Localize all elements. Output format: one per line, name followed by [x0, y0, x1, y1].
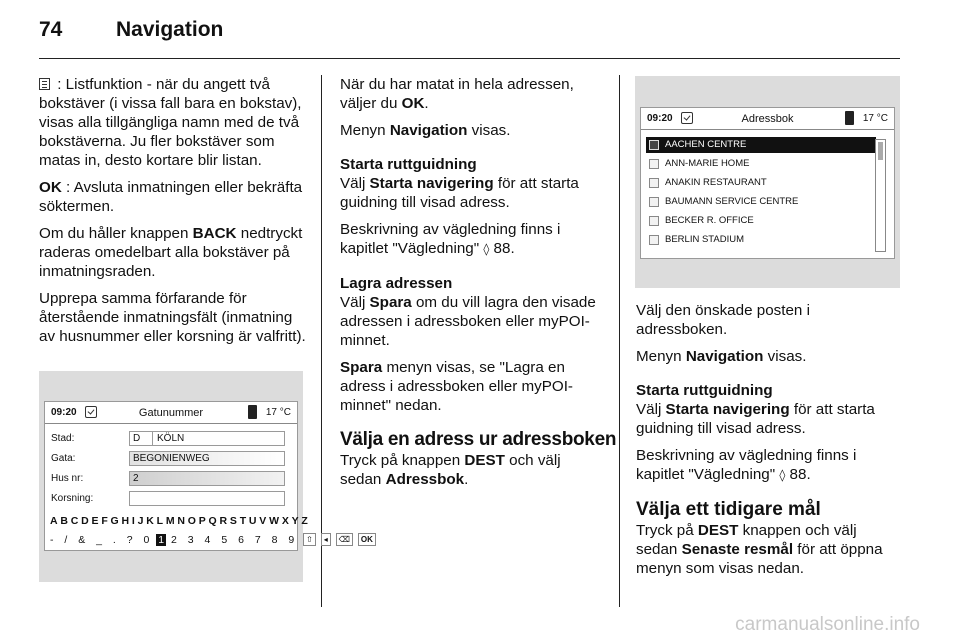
street-label: Gata:: [51, 453, 76, 464]
address-entry-icon: [649, 235, 659, 245]
start-guidance-heading: Starta ruttguidning: [636, 382, 773, 399]
city-label: Stad:: [51, 433, 75, 444]
address-book-screenshot: [635, 76, 900, 288]
list-item[interactable]: AACHEN CENTRE: [646, 137, 876, 153]
guidance-ref-paragraph: Beskrivning av vägledning finns i kapitlet "Vägledning" ◊ 88.: [340, 221, 561, 257]
symbol-keys[interactable]: - / & _ . ? 0: [50, 533, 154, 546]
choose-entry-paragraph: Välj den önskade posten i adressboken.: [636, 302, 810, 338]
page-header: Navigation: [116, 18, 224, 41]
digit-keys[interactable]: 2 3 4 5 6 7 8 9: [171, 533, 299, 546]
city-field[interactable]: [129, 431, 285, 446]
list-item[interactable]: ANN-MARIE HOME: [646, 156, 876, 172]
screen-title: Gatunummer: [138, 407, 204, 419]
street-field[interactable]: [129, 451, 285, 466]
column-2: [340, 75, 617, 497]
selected-key[interactable]: 1: [158, 533, 165, 546]
alphabet-keyboard[interactable]: ABCDEFGHIJKLMNOPQRSTUVWXYZ: [50, 515, 311, 527]
crossing-label: Korsning:: [51, 493, 94, 504]
enter-address-paragraph: När du har matat in hela adressen, väljer du OK.: [340, 76, 574, 112]
address-book-screen: [640, 107, 895, 259]
repeat-paragraph: Upprepa samma förfarande för återstående inmatningsfält (inmatning av husnummer eller korsning är valfritt).: [39, 290, 306, 345]
ok-paragraph: OK : Avsluta inmatningen eller bekräfta söktermen.: [39, 179, 303, 215]
street-value: BEGONIENWEG: [133, 453, 210, 464]
column-3: [636, 301, 902, 586]
page-number: 74: [39, 18, 63, 41]
phone-icon: [845, 111, 854, 125]
back-paragraph: Om du håller knappen BACK nedtryckt raderas omedelbart alla bokstäver på inmatningsraden.: [39, 225, 303, 280]
address-entry-icon: [649, 216, 659, 226]
screen-title: Adressbok: [741, 113, 794, 125]
symbol-keyboard[interactable]: [50, 533, 376, 547]
list-item[interactable]: BAUMANN SERVICE CENTRE: [646, 194, 876, 210]
house-number-value: 2: [133, 473, 139, 484]
header-rule: [39, 58, 900, 59]
page-ref-arrow-icon: ◊: [779, 468, 786, 482]
list-item[interactable]: ANAKIN RESTAURANT: [646, 175, 876, 191]
country-prefix: D: [133, 433, 141, 444]
start-navigation-paragraph: Välj Starta navigering för att starta guidning till visad adress.: [340, 175, 579, 211]
list-item[interactable]: BERLIN STADIUM: [646, 232, 876, 248]
column-divider-2: [619, 75, 620, 607]
guidance-ref-paragraph: Beskrivning av vägledning finns i kapitlet "Vägledning" ◊ 88.: [636, 447, 857, 483]
ok-key[interactable]: OK: [358, 533, 376, 546]
address-entry-icon: [649, 159, 659, 169]
address-entry-icon: [649, 178, 659, 188]
list-item[interactable]: BECKER R. OFFICE: [646, 213, 876, 229]
phone-icon: [248, 405, 257, 419]
street-number-screenshot: [39, 371, 373, 582]
cursor-icon[interactable]: ◂: [321, 533, 331, 546]
previous-destination-heading: Välja ett tidigare mål: [636, 499, 821, 520]
shift-icon[interactable]: ⇧: [303, 533, 316, 546]
address-book-paragraph: Tryck på knappen DEST och välj sedan Adressbok.: [340, 452, 561, 488]
scroll-thumb[interactable]: [878, 142, 883, 160]
menu-paragraph: Menyn Navigation visas.: [340, 122, 511, 139]
start-navigation-paragraph: Välj Starta navigering för att starta guidning till visad adress.: [636, 401, 875, 437]
temperature: 17 °C: [265, 407, 291, 418]
save-menu-paragraph: Spara menyn visas, se "Lagra en adress i adressboken eller myPOI-minnet" nedan.: [340, 359, 573, 414]
house-number-field[interactable]: [129, 471, 285, 486]
city-value: KÖLN: [157, 433, 185, 444]
address-entry-icon: [649, 140, 659, 150]
address-book-section-heading: Välja en adress ur adressboken: [340, 429, 617, 450]
screen-header: [641, 108, 894, 130]
list-function-paragraph: : Listfunktion - när du angett två bokstäver (i vissa fall bara en bokstav), visas alla tillgängliga namn med de två bokstäverna. Ju fler bokstäver som matas in, desto kortare blir listan.: [39, 76, 302, 169]
clock-time: 09:20: [647, 113, 673, 124]
page-ref-arrow-icon: ◊: [483, 242, 490, 256]
crossing-field[interactable]: [129, 491, 285, 506]
house-number-label: Hus nr:: [51, 473, 84, 484]
address-entry-icon: [649, 197, 659, 207]
save-address-heading: Lagra adressen: [340, 275, 453, 292]
temperature: 17 °C: [862, 113, 888, 124]
list-scrollbar[interactable]: [875, 139, 886, 252]
column-divider-1: [321, 75, 322, 607]
screen-header: [45, 402, 297, 424]
clock-time: 09:20: [51, 407, 77, 418]
save-paragraph: Välj Spara om du vill lagra den visade adressen i adressboken eller myPOI-minnet.: [340, 294, 596, 349]
street-number-screen: [44, 401, 373, 551]
watermark: carmanualsonline.info: [735, 614, 920, 635]
list-icon: [39, 78, 50, 90]
previous-destination-paragraph: Tryck på DEST knappen och välj sedan Senaste resmål för att öppna menyn som visas nedan.: [636, 522, 883, 577]
menu-paragraph: Menyn Navigation visas.: [636, 348, 807, 365]
field-divider: [152, 432, 153, 445]
column-1: [39, 75, 307, 354]
start-guidance-heading: Starta ruttguidning: [340, 156, 477, 173]
backspace-icon[interactable]: ⌫: [336, 533, 353, 546]
